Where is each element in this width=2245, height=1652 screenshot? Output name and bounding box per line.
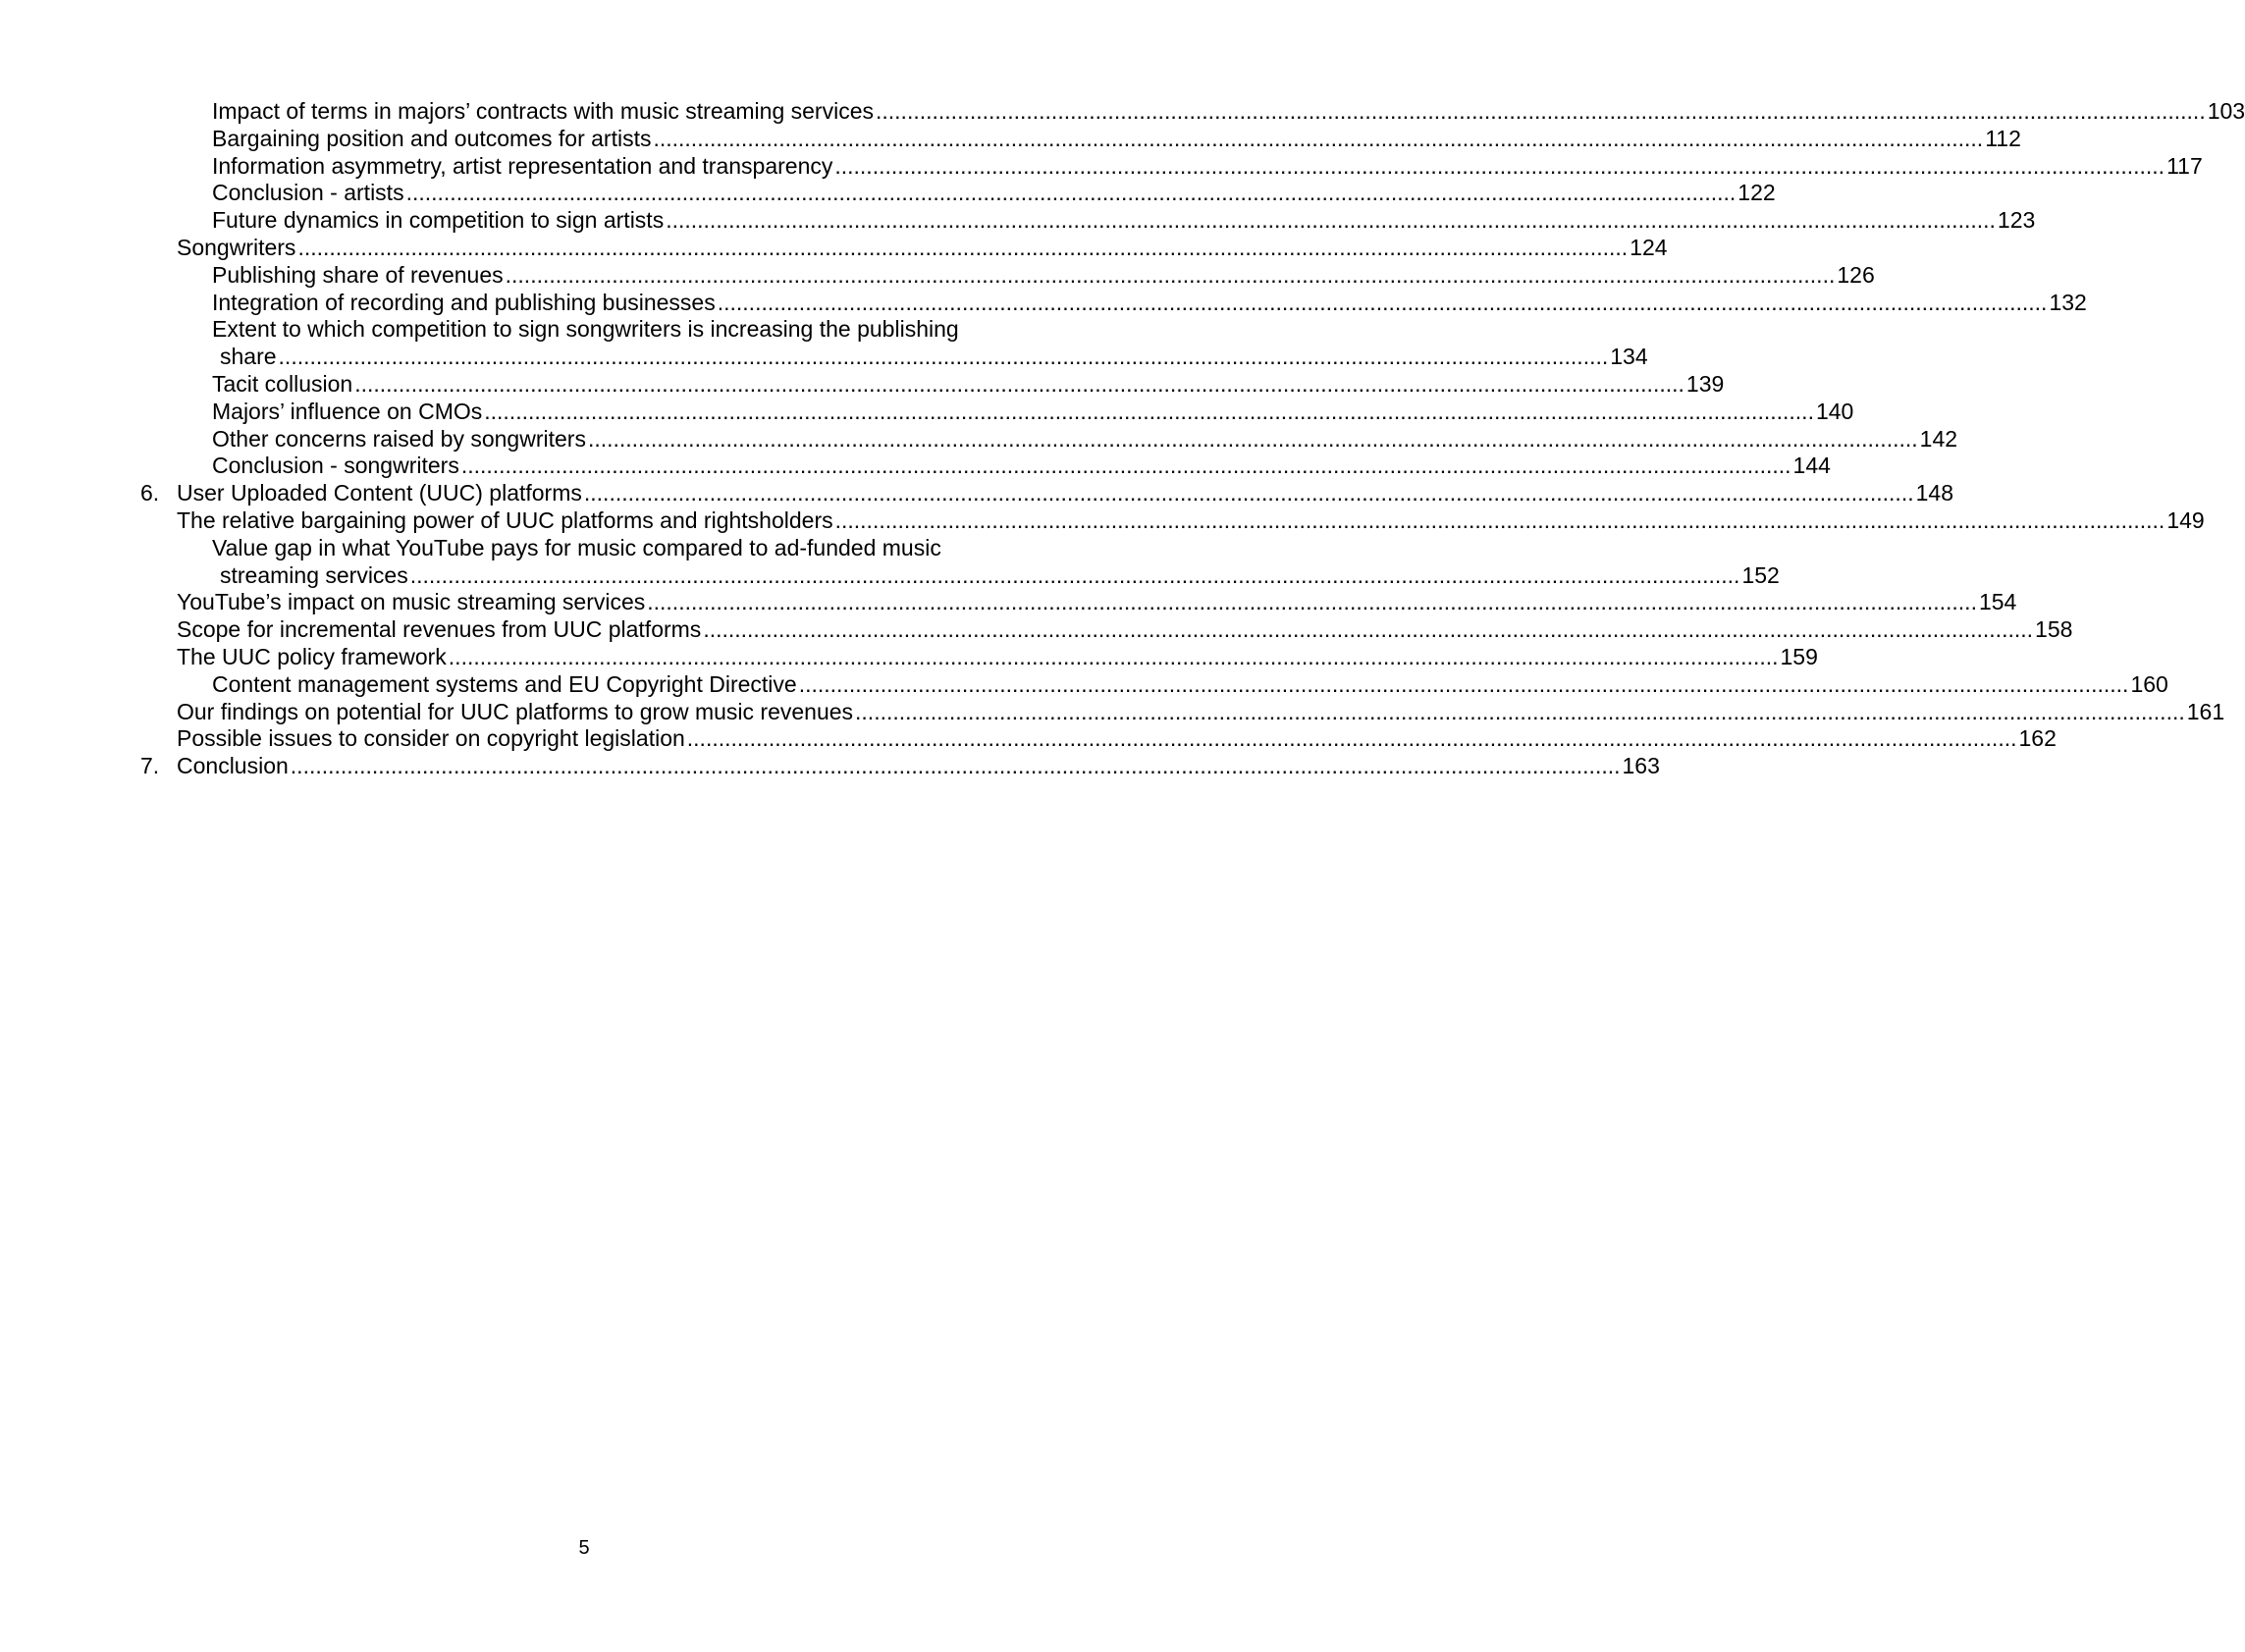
- toc-entry-title: Conclusion: [177, 753, 289, 779]
- toc-dot-leader: [584, 480, 1914, 507]
- toc-dot-leader: [297, 235, 1628, 262]
- toc-dot-leader: [666, 207, 1996, 235]
- toc-page-number: 126: [1837, 261, 1875, 288]
- toc-entry[interactable]: [140, 453, 1831, 480]
- toc-entry[interactable]: [140, 261, 1875, 290]
- toc-dot-leader: [588, 426, 1918, 453]
- toc-dot-leader: [354, 371, 1684, 399]
- toc-entry-title: Integration of recording and publishing businesses: [212, 289, 716, 315]
- page-number: 5: [578, 1537, 590, 1559]
- toc-dot-leader: [410, 562, 1740, 590]
- toc-entry[interactable]: [140, 534, 1780, 590]
- toc-chapter-number: 6.: [140, 480, 160, 506]
- toc-page-number: 148: [1915, 480, 1953, 506]
- toc-entry-title: Future dynamics in competition to sign artists: [212, 207, 665, 234]
- toc-page-number: 139: [1685, 370, 1725, 397]
- toc-dot-leader: [279, 344, 1609, 371]
- toc-entry-title: YouTube’s impact on music streaming services: [177, 589, 646, 615]
- toc-dot-leader: [449, 644, 1779, 671]
- toc-page-number: 158: [2035, 616, 2073, 643]
- toc-page-number: 149: [2166, 506, 2205, 533]
- toc-entry[interactable]: [140, 398, 1854, 426]
- toc-entry-title: Value gap in what YouTube pays for music compared to ad-funded music: [212, 534, 941, 560]
- toc-page-number: 152: [1741, 561, 1780, 588]
- toc-dot-leader: [461, 453, 1791, 480]
- toc-entry[interactable]: [140, 234, 1668, 262]
- toc-entry-title: Publishing share of revenues: [212, 261, 504, 288]
- toc-entry-chapter[interactable]: [140, 480, 1953, 507]
- toc-entry-title: The relative bargaining power of UUC platforms and rightsholders: [177, 506, 833, 533]
- toc-page-number: 142: [1919, 425, 1958, 452]
- toc-entry-title: Conclusion - songwriters: [212, 453, 459, 479]
- toc-entry-continuation: [212, 561, 1780, 590]
- toc-entry-title: Possible issues to consider on copyright legislation: [177, 725, 685, 752]
- toc-entry-title: The UUC policy framework: [177, 643, 447, 669]
- toc-dot-leader: [876, 98, 2206, 126]
- toc-dot-leader: [406, 180, 1737, 207]
- toc-entry-title: Impact of terms in majors’ contracts with music streaming services: [212, 98, 874, 124]
- toc-entry-title: Scope for incremental revenues from UUC platforms: [177, 616, 702, 643]
- toc-entry[interactable]: [140, 698, 2225, 726]
- toc-page-number: 140: [1815, 398, 1854, 424]
- toc-dot-leader: [835, 507, 2165, 535]
- toc-entry[interactable]: [140, 289, 2087, 317]
- toc-page-number: 134: [1610, 344, 1648, 370]
- toc-page-number: 162: [2018, 725, 2057, 752]
- toc-entry[interactable]: [140, 425, 1958, 453]
- toc-dot-leader: [647, 589, 1977, 616]
- toc-entry-title: Majors’ influence on CMOs: [212, 398, 483, 424]
- toc-page-number: 112: [1985, 125, 2021, 151]
- toc-dot-leader: [855, 699, 2185, 726]
- toc-entry[interactable]: [140, 725, 2057, 753]
- toc-page-number: 103: [2207, 98, 2245, 124]
- toc-entry-title: Conclusion - artists: [212, 180, 404, 206]
- toc-page-number: 122: [1737, 180, 1776, 206]
- toc-page-number: 163: [1622, 753, 1660, 779]
- toc-entry-title: Content management systems and EU Copyright Directive: [212, 670, 797, 697]
- toc-dot-leader: [718, 290, 2048, 317]
- toc-entry[interactable]: [140, 316, 1648, 371]
- toc-page-number: 161: [2186, 698, 2225, 724]
- toc-entry[interactable]: [140, 207, 2036, 235]
- toc-chapter-number: 7.: [140, 753, 160, 779]
- toc-page-number: 132: [2049, 289, 2087, 315]
- toc-page-number: 160: [2130, 670, 2168, 697]
- toc-page-number: 123: [1997, 207, 2036, 234]
- toc-entry-title: Tacit collusion: [212, 370, 353, 397]
- toc-page-number: 154: [1978, 589, 2017, 615]
- toc-entry-title: Extent to which competition to sign songwriters is increasing the publishing: [212, 316, 959, 343]
- toc-dot-leader: [484, 399, 1814, 426]
- table-of-contents: [140, 98, 2245, 780]
- toc-page-number: 144: [1792, 453, 1831, 479]
- toc-page-number: 159: [1780, 643, 1818, 669]
- toc-entry-title: Other concerns raised by songwriters: [212, 425, 586, 452]
- toc-entry-title: Our findings on potential for UUC platforms to grow music revenues: [177, 698, 854, 724]
- toc-dot-leader: [291, 753, 1621, 780]
- toc-entry-title-continued: share: [220, 344, 277, 370]
- toc-entry-chapter[interactable]: [140, 753, 1660, 780]
- toc-entry[interactable]: [140, 616, 2073, 644]
- toc-entry-continuation: [212, 344, 1648, 371]
- toc-entry[interactable]: [140, 670, 2168, 699]
- toc-entry-title: Information asymmetry, artist representation and transparency: [212, 152, 833, 179]
- toc-entry-title: User Uploaded Content (UUC) platforms: [177, 480, 582, 506]
- toc-dot-leader: [834, 153, 2165, 181]
- toc-entry[interactable]: [140, 98, 2245, 126]
- toc-dot-leader: [653, 126, 1983, 153]
- toc-page-number: 124: [1630, 234, 1668, 260]
- toc-dot-leader: [506, 262, 1836, 290]
- toc-entry-title: Songwriters: [177, 234, 296, 260]
- toc-entry[interactable]: [140, 125, 2021, 153]
- toc-dot-leader: [687, 725, 2017, 753]
- toc-dot-leader: [799, 671, 2129, 699]
- toc-entry[interactable]: [140, 152, 2203, 181]
- toc-entry[interactable]: [140, 643, 1818, 671]
- toc-page-number: 117: [2166, 152, 2203, 179]
- toc-entry[interactable]: [140, 370, 1725, 399]
- toc-entry-title-continued: streaming services: [220, 561, 408, 588]
- toc-entry-title: Bargaining position and outcomes for artists: [212, 125, 652, 151]
- toc-entry[interactable]: [140, 589, 2017, 616]
- toc-dot-leader: [703, 616, 2033, 644]
- toc-entry[interactable]: [140, 180, 1776, 207]
- toc-entry[interactable]: [140, 506, 2205, 535]
